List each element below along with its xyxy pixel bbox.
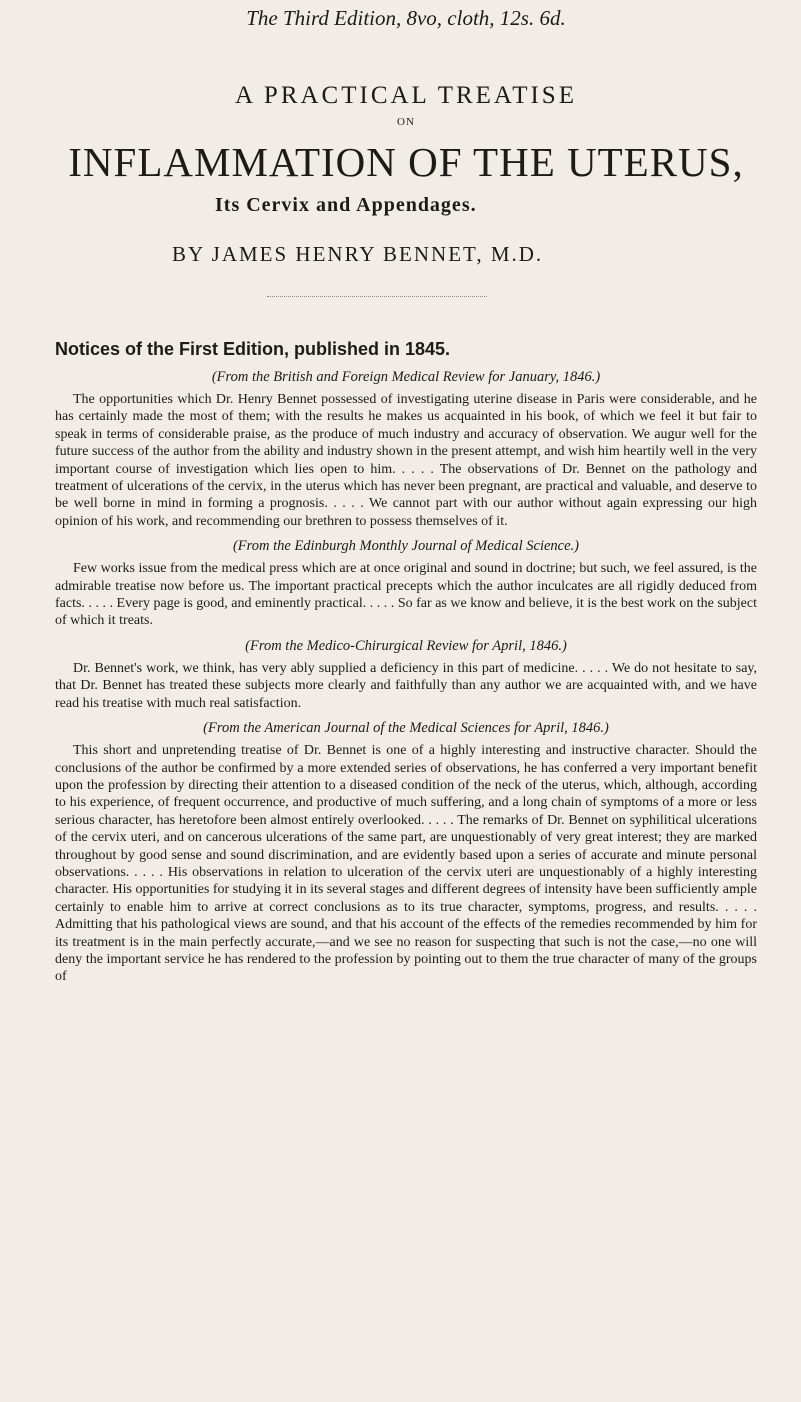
review-text: The opportunities which Dr. Henry Bennet possessed of investigating uterine disease in Paris were considerable, and he has certainly made the most of them; with the results he makes us acquainted in his book, of which we feel it but fair to speak in terms of considerable praise, as the produce of much industry and accuracy of observation. We augur well for the future success of the author from the ability and industry shown in the present attempt, and wish him heartily well in the very important course of investigation which lies open to him. . . . . The observations of Dr. Bennet on the pathology and treatment of ulcerations of the cervix, in the uterus which has never been pregnant, are practical and valuable, and deserve to be well borne in mind in forming a prognosis. . . . . We cannot part with our author without again expressing our high opinion of his work, and recommending our brethren to possess themselves of it. [55, 392, 757, 529]
subtitle: Its Cervix and Appendages. [215, 194, 477, 216]
review-text: Few works issue from the medical press which are at once original and sound in doctrine; but such, we feel assured, is the admirable treatise now before us. The important practical precepts which the author inculcates are all rigidly deduced from facts. . . . . Every page is good, and eminently practical. . . . . So far as we know and believe, it is the best work on the subject of which it treats. [55, 561, 757, 629]
review-source: (From the Edinburgh Monthly Journal of Medical Science.) [232, 538, 580, 555]
author-line: BY JAMES HENRY BENNET, M.D. [172, 242, 544, 266]
review-text: This short and unpretending treatise of Dr. Bennet is one of a highly interesting and instructive character. Should the conclusions of the author be confirmed by a more extended series of observations, he has conferred a very important benefit upon the profession by directing their attention to a diseased condition of the neck of the uterus, which, although, according to his experience, of frequent occurrence, and productive of much suffering, and a long chain of symptoms of a more or less serious character, has heretofore been almost entirely overlooked. . . . . The remarks of Dr. Bennet on syphilitical ulcerations of the cervix uteri, and on cancerous ulcerations of the same part, are unquestionably of very great interest; they are marked throughout by good sense and sound discrimination, and are evidently based upon a series of accurate and minute personal observations. . . . . His observations in relation to ulceration of the cervix uteri are unquestionably of a highly interesting character. His opportunities for studying it in its several stages and different degrees of intensity have been sufficiently ample certainly to enable him to arrive at correct conclusions as to its true character, symptoms, progress, and results. . . . . Admitting that his pathological views are sound, and that his account of the effects of the remedies recommended by him for its treatment is in the main perfectly accurate,—and we see no reason for suspecting that such is not the case,—no one will deny the important service he has rendered to the profession by pointing out to them the true character of many of the groups of [55, 743, 758, 985]
review-source: (From the British and Foreign Medical Review for January, 1846.) [211, 369, 601, 385]
title-line-1: A PRACTICAL TREATISE [235, 82, 577, 109]
review-text: Dr. Bennet's work, we think, has very ably supplied a deficiency in this part of medicine. . . . . We do not hesitate to say, that Dr. Bennet has treated these subjects more clearly and faithfully than any author we are acquainted with, and we have read his treatise with much real satisfaction. [55, 660, 757, 711]
notices-heading: Notices of the First Edition, published in 1845. [55, 339, 451, 359]
title-on: ON [397, 116, 415, 128]
review-source: (From the Medico-Chirurgical Review for April, 1846.) [245, 637, 567, 654]
review-source: (From the American Journal of the Medical Sciences for April, 1846.) [203, 720, 609, 737]
title-line-2: INFLAMMATION OF THE UTERUS, [68, 139, 744, 185]
edition-line: The Third Edition, 8vo, cloth, 12s. 6d. [246, 6, 566, 30]
divider-ornament [267, 296, 487, 305]
